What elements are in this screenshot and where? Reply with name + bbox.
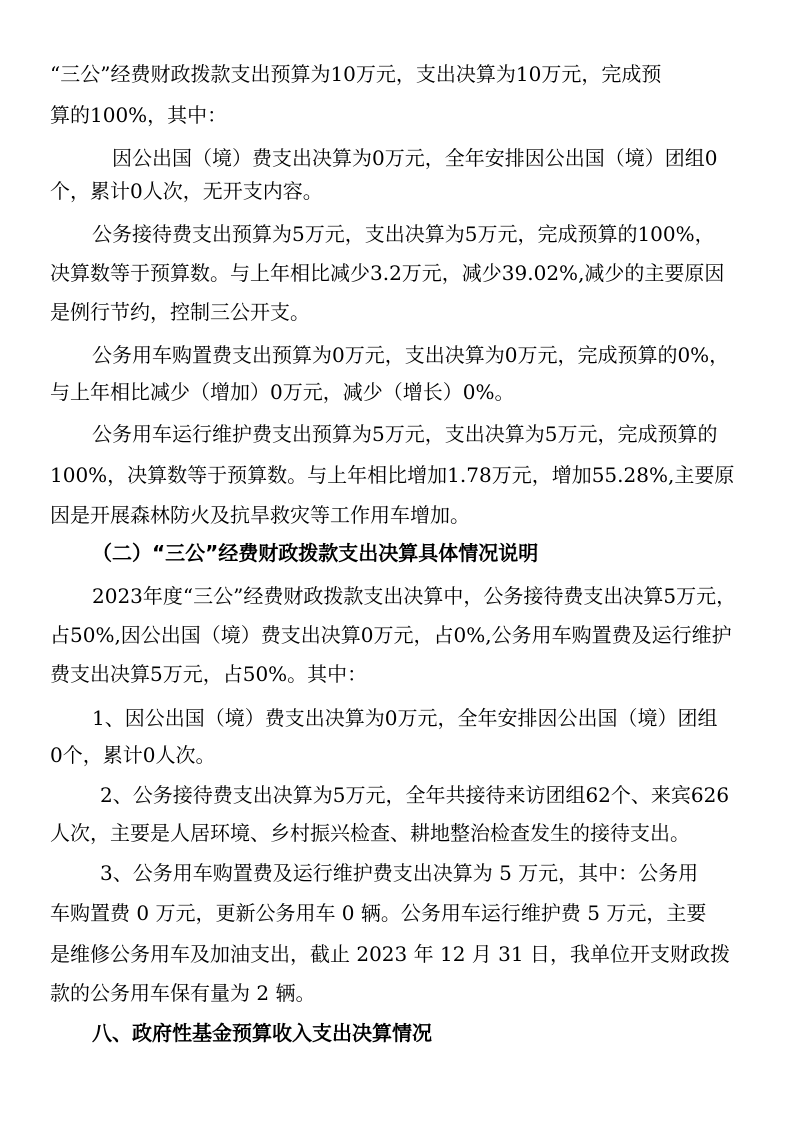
text-line-02: 算的100%，其中：: [50, 103, 228, 127]
text-line-04: 个，累计0人次，无开支内容。: [50, 179, 323, 203]
text-line-03: 因公出国（境）费支出决算为0万元，全年安排因公出国（境）团组0: [112, 146, 718, 170]
text-line-23: 是维修公务用车及加油支出，截止 2023 年 12 月 31 日，我单位开支财政拨: [50, 942, 730, 966]
text-line-22: 车购置费 0 万元，更新公务用车 0 辆。公务用车运行维护费 5 万元，主要: [50, 901, 707, 925]
text-line-08: 公务用车购置费支出预算为0万元，支出决算为0万元，完成预算的0%，: [92, 343, 730, 367]
text-line-19: 2、公务接待费支出决算为5万元，全年共接待来访团组62个、来宾626: [100, 783, 730, 807]
text-line-07: 是例行节约，控制三公开支。: [50, 300, 310, 324]
text-line-01: “三公”经费财政拨款支出预算为10万元，支出决算为10万元，完成预: [50, 62, 662, 86]
section-heading-sanggong: （二）“三公”经费财政拨款支出决算具体情况说明: [92, 541, 539, 565]
text-line-20: 人次，主要是人居环境、乡村振兴检查、耕地整治检查发生的接待支出。: [50, 821, 690, 845]
section-heading-fund-budget: 八、政府性基金预算收入支出决算情况: [92, 1021, 432, 1045]
text-line-06: 决算数等于预算数。与上年相比减少3.2万元，减少39.02%,减少的主要原因: [50, 261, 725, 285]
text-line-09: 与上年相比减少（增加）0万元，减少（增长）0%。: [50, 380, 515, 404]
text-line-14: 2023年度“三公”经费财政拨款支出决算中，公务接待费支出决算5万元，: [92, 584, 737, 608]
text-line-21: 3、公务用车购置费及运行维护费支出决算为 5 万元，其中：公务用: [100, 861, 699, 885]
text-line-10: 公务用车运行维护费支出预算为5万元，支出决算为5万元，完成预算的: [92, 422, 718, 446]
text-line-17: 1、因公出国（境）费支出决算为0万元，全年安排因公出国（境）团组: [92, 706, 718, 730]
text-line-24: 款的公务用车保有量为 2 辆。: [50, 981, 316, 1005]
text-line-12: 因是开展森林防火及抗旱救灾等工作用车增加。: [50, 503, 470, 527]
text-line-16: 费支出决算5万元，占50%。其中：: [50, 662, 368, 686]
text-line-18: 0个，累计0人次。: [50, 743, 216, 767]
text-line-15: 占50%,因公出国（境）费支出决算0万元，占0%,公务用车购置费及运行维护: [50, 623, 732, 647]
text-line-11: 100%，决算数等于预算数。与上年相比增加1.78万元，增加55.28%,主要原: [50, 463, 735, 487]
text-line-05: 公务接待费支出预算为5万元，支出决算为5万元，完成预算的100%，: [92, 222, 715, 246]
